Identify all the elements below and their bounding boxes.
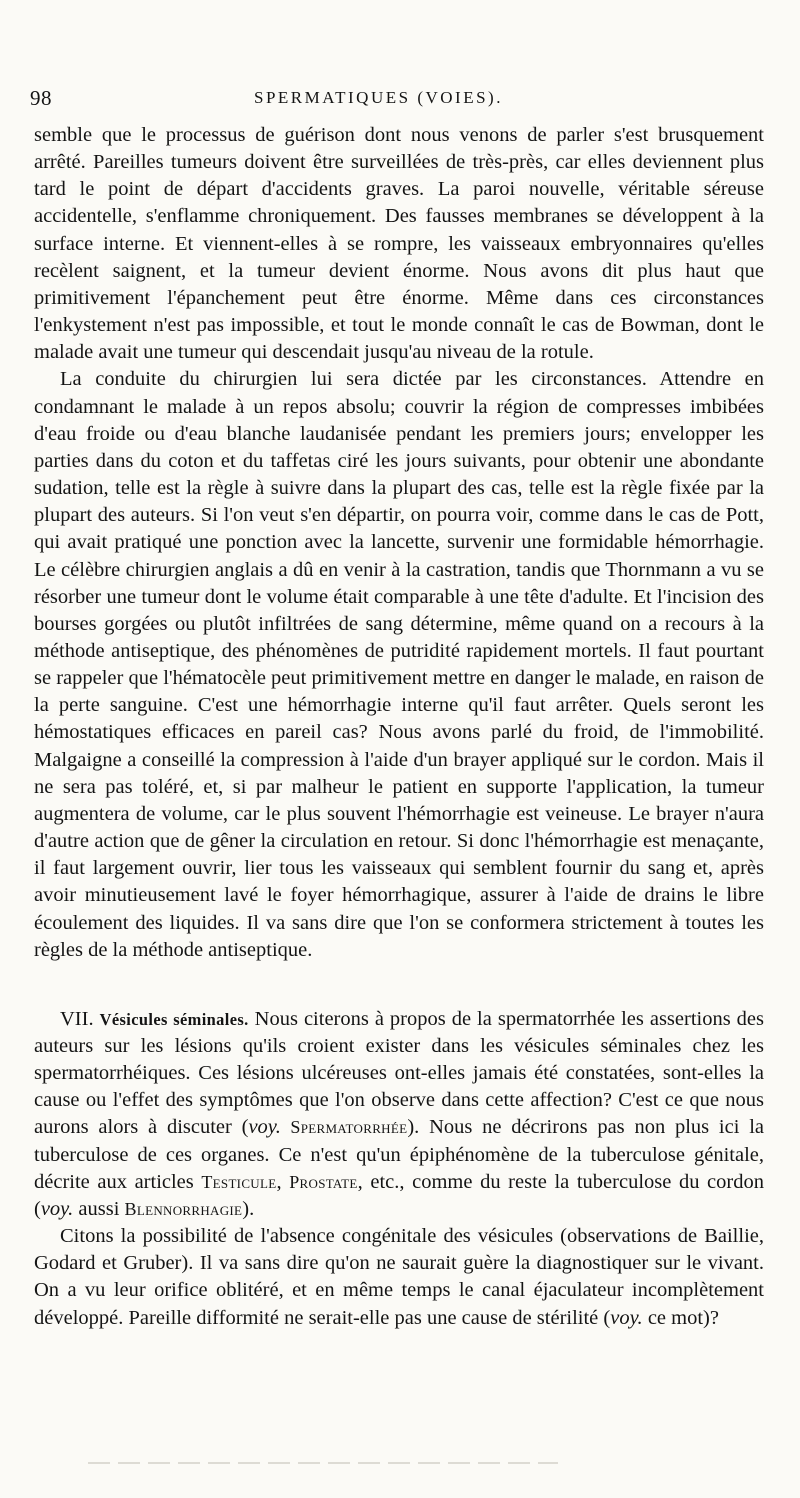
- voy-abbrev: voy.: [40, 1197, 74, 1220]
- paragraph-text: ce mot)?: [642, 1306, 719, 1329]
- section-vesicules: [34, 1006, 764, 1223]
- section-text: aussi: [73, 1197, 125, 1220]
- paragraph-treatment: La conduite du chirurgien lui sera dictée par les circonstances. Attendre en condamnant le malade à un repos absolu; couvrir la région de compresses imbibées d'eau froide ou d'eau blanche laudanisée pendant les premiers jours; envelopper les parties dans du coton et du taffetas ciré les jours suivants, pour obtenir une abondante sudation, telle est la règle à suivre dans la plupart des cas, telle est la règle fixée par la plupart des auteurs. Si l'on veut s'en départir, on pourra voir, comme dans le cas de Pott, qui avait pratiqué une ponction avec la lancette, survenir une formidable hémorrhagie. Le célèbre chirurgien anglais a dû en venir à la castration, tandis que Thornmann a vu se résorber une tumeur dont le volume était comparable à une tête d'adulte. Et l'incision des bourses gorgées ou plutôt infiltrées de sang détermine, même quand on a recours à la méthode antiseptique, des phénomènes de putridité rapidement mortels. Il faut pourtant se rappeler que l'hématocèle peut primitivement mettre en danger le malade, en raison de la perte sanguine. C'est une hémorrhagie interne qu'il faut arrêter. Quels seront les hémostatiques efficaces en pareil cas? Nous avons parlé du froid, de l'immobilité. Malgaigne a conseillé la compression à l'aide d'un brayer appliqué sur le cordon. Mais il ne sera pas toléré, et, si par malheur le patient en supporte l'application, la tumeur augmentera de volume, car le plus souvent l'hémorrhagie est veineuse. Le brayer n'aura d'autre action que de gêner la circulation en retour. Si donc l'hémorrhagie est menaçante, il faut largement ouvrir, lier tous les vaisseaux qui semblent fournir du sang et, après avoir minutieusement lavé le foyer hémorrhagique, assurer à l'aide de drains le libre écoulement des liquides. Il va sans dire que l'on se conformera strictement à toutes les règles de la méthode antiseptique.: [34, 368, 764, 961]
- running-title: SPERMATIQUES (VOIES).: [254, 88, 503, 107]
- section-text: , etc., comme du reste la tuberculose du cordon (: [34, 1170, 764, 1220]
- voy-abbrev: voy.: [610, 1306, 643, 1329]
- page-header: [30, 86, 770, 114]
- section-heading: Vésicules séminales.: [99, 1009, 249, 1029]
- section-text: ).: [242, 1197, 255, 1220]
- section-number: VII.: [60, 1007, 94, 1030]
- paragraph-continuation: semble que le processus de guérison dont nous venons de parler s'est brusquement arrêté. Pareilles tumeurs doivent être surveillées de très-près, car elles deviennent plus tard le point de départ d'accidents graves. La paroi nouvelle, véritable séreuse accidentelle, s'enflamme chroniquement. Des fausses membranes se développent à la surface interne. Et viennent-elles à se rompre, les vaisseaux embryonnaires qu'elles recèlent saignent, et la tumeur devient énorme. Nous avons dit plus haut que primitivement l'épanchement peut être énorme. Même dans ces circonstances l'enkystement n'est pas impossible, et tout le monde connaît le cas de Bowman, dont le malade avait une tumeur qui descendait jusqu'au niveau de la rotule.: [34, 124, 764, 364]
- paragraph-absence: [34, 1223, 764, 1332]
- separator: ,: [276, 1170, 290, 1193]
- body-text: [34, 122, 764, 1332]
- cross-reference: Blennorrhagie: [124, 1198, 243, 1219]
- paragraph-text: Citons la possibilité de l'absence congénitale des vésicules (observations de Baillie, Godard et Gruber). Il va sans dire qu'on ne saurait guère la diagnostiquer sur le vivant. On a vu leur orifice oblitéré, et en même temps le canal éjaculateur incomplètement développé. Pareille difformité ne serait-elle pas une cause de stérilité (: [34, 1225, 764, 1329]
- cross-reference: Spermatorrhée: [280, 1117, 408, 1138]
- cross-reference: Prostate: [289, 1171, 358, 1192]
- cross-reference: Testicule: [201, 1171, 277, 1192]
- faded-footer-line: [88, 1462, 558, 1464]
- page-number: 98: [30, 86, 52, 110]
- voy-abbrev: voy.: [248, 1116, 281, 1139]
- section-text: ). Nous ne décrirons pas non plus ici la tuberculose de ces organes. Ce n'est qu'un épiphénomène de la tuberculose génitale, décrite aux articles: [34, 1116, 764, 1193]
- section-text: Nous citerons à propos de la spermatorrhée les assertions des auteurs sur les lésions qu'ils croient exister dans les vésicules séminales chez les spermatorrhéiques. Ces lésions ulcéreuses ont-elles jamais été constatées, sont-elles la cause ou l'effet des symptômes que l'on observe dans cette affection? C'est ce que nous aurons alors à discuter (: [34, 1007, 765, 1139]
